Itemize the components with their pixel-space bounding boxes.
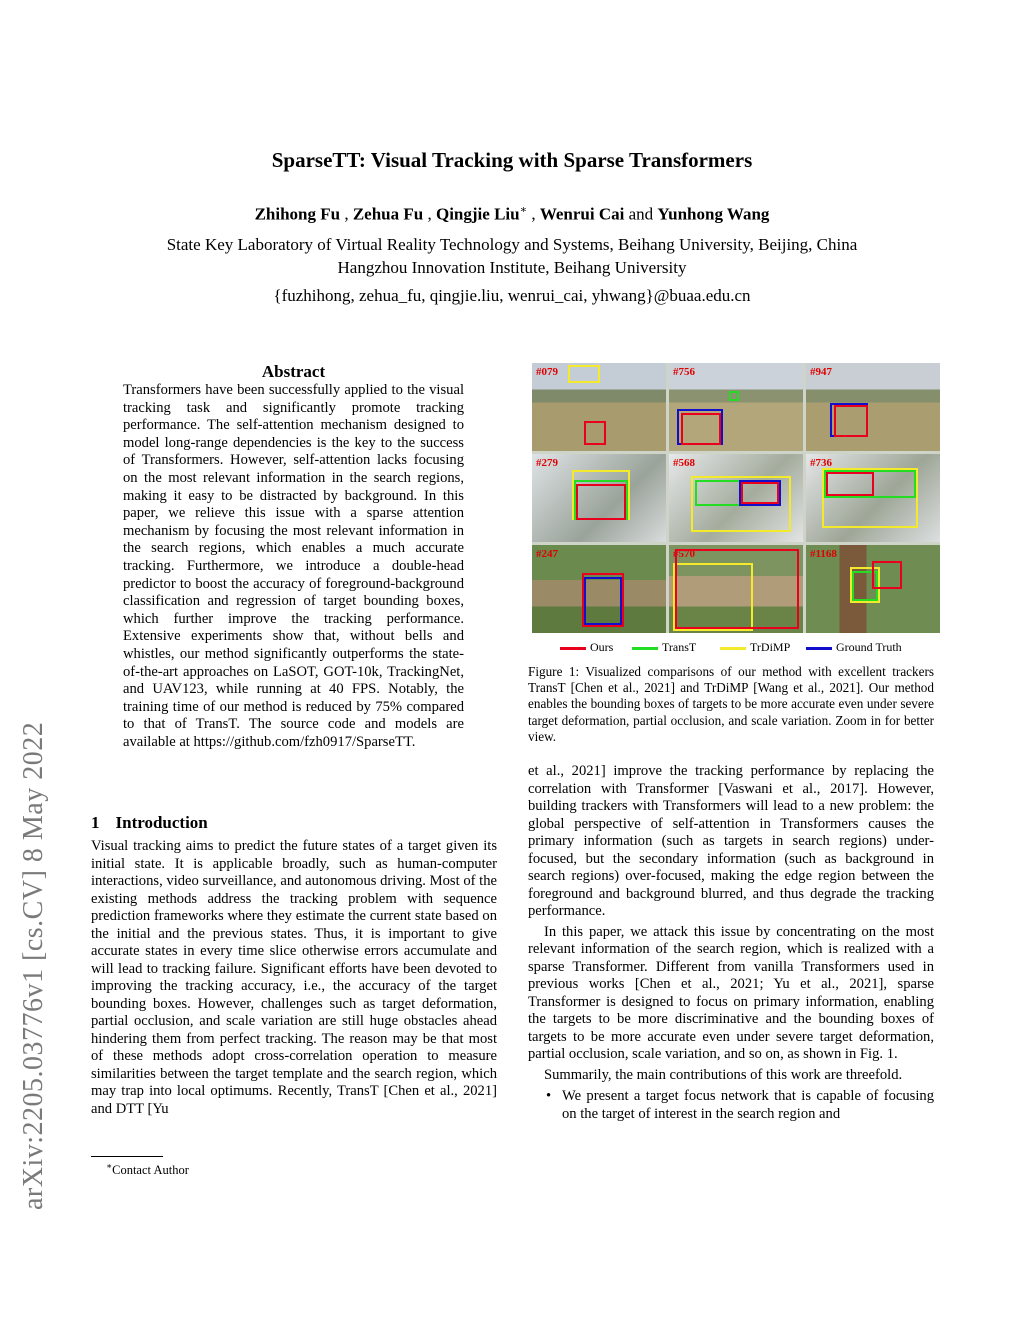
legend-item: Ground Truth <box>806 640 902 655</box>
body-paragraph: In this paper, we attack this issue by concentrating on the most relevant information of the search region, which is realized with a sparse Transformer. Different from vanilla Transformers used in previous works [Chen et al., 2021; Yu et al., 2021], sparse Transformer is designed to focus on primary information, enabling the targets to be more discriminative and the bounding boxes of targets to be more accurate even under severe target deformation, partial occlusion, scale variation, and so on, as shown in Fig. 1. <box>528 923 934 1062</box>
legend-swatch <box>560 647 586 650</box>
figure-cell <box>532 363 666 451</box>
footnote-text: Contact Author <box>112 1163 189 1178</box>
author-emails: {fuzhihong, zehua_fu, qingjie.liu, wenrui_cai, yhwang}@buaa.edu.cn <box>273 286 751 305</box>
author-name: Wenrui Cai <box>539 204 625 224</box>
author-name: Qingjie Liu <box>435 204 520 224</box>
legend-swatch <box>632 647 658 650</box>
legend-swatch <box>720 647 746 650</box>
introduction-paragraph: Visual tracking aims to predict the future states of a target given its initial state. It is applicable broadly, such as human-computer interactions, video surveillance, and autonomous driving. Most of the existing methods address the tracking problem with sequence prediction frameworks where they estimate the current state based on the initial and the previous states. Thus, it is important to give accurate states in every time slice otherwise errors accumulate and will lead to tracking failure. Significant efforts have been devoted to improving the tracking accuracy, i.e., the accuracy of the target bounding boxes. However, challenges such as target deformation, partial occlusion, and scale variation are still huge obstacles ahead hindering them from perfect tracking. The reason may be that most of these methods adopt cross-correlation operation to measure similarities between the target template and the search region, which may trap into local optimums. Recently, TransT [Chen et al., 2021] and DTT [Yu <box>91 838 497 1117</box>
abstract-heading: Abstract <box>261 362 326 381</box>
legend-item: TrDiMP <box>720 640 790 655</box>
frame-number: #568 <box>673 457 695 469</box>
author-name: Zhihong Fu <box>254 204 341 224</box>
contribution-bullet: • We present a target focus network that is capable of focusing on the target of interest in the search region and <box>546 1088 934 1122</box>
affiliation-1: State Key Laboratory of Virtual Reality Technology and Systems, Beihang University, Beijing, China <box>166 235 858 254</box>
frame-number: #947 <box>810 366 832 378</box>
figure-cell <box>806 363 940 451</box>
figure-cell <box>532 454 666 542</box>
contact-author-mark: ∗ <box>519 204 528 216</box>
figure-1-image-grid <box>532 363 940 633</box>
legend-item: TransT <box>632 640 696 655</box>
footnote <box>106 1161 189 1178</box>
affiliation-2: Hangzhou Innovation Institute, Beihang University <box>337 258 687 277</box>
arxiv-identifier: arXiv:2205.03776v1 [cs.CV] 8 May 2022 <box>18 721 49 1210</box>
section-heading-introduction <box>91 813 224 833</box>
abstract-body: Transformers have been successfully applied to the visual tracking task and significantly promote tracking performance. The self-attention mechanism designed to model long-range dependencies is the key to the success of Transformers. However, self-attention lacks focusing on the most relevant information in the search regions, making it easy to be distracted by background. In this paper, we relieve this issue with a sparse attention mechanism by focusing the most relevant information in the search regions, which enables a much accurate tracking. Furthermore, we introduce a double-head predictor to boost the accuracy of foreground-background classification and regression of target bounding boxes, which further improve the tracking performance. Extensive experiments show that, without bells and whistles, our method significantly outperforms the state-of-the-art approaches on LaSOT, GOT-10k, TrackingNet, and UAV123, while running at 40 FPS. Notably, the training time of our method is reduced by 75% compared to that of TransT. The source code and models are available at https://github.com/fzh0917/SparseTT. <box>123 382 464 750</box>
body-paragraph: et al., 2021] improve the tracking performance by replacing the correlation with Transformer [Vaswani et al., 2017]. However, building trackers with Transformers will lead to a new problem: the global perspective of self-attention in Transformers causes the primary information (such as targets in search regions) under-focused, but the secondary information (such as background in search regions) over-focused, making the edge region between the foreground and background blurred, and thus degrade the tracking performance. <box>528 763 934 919</box>
frame-number: #247 <box>536 548 558 560</box>
figure-cell <box>669 545 803 633</box>
paper-title: SparseTT: Visual Tracking with Sparse Transformers <box>271 148 753 172</box>
figure-cell <box>806 545 940 633</box>
bullet-icon: • <box>546 1088 552 1104</box>
figure-cell <box>532 545 666 633</box>
section-number: 1 <box>91 813 100 832</box>
frame-number: #570 <box>673 548 695 560</box>
legend-item: Ours <box>560 640 613 655</box>
body-paragraph: Summarily, the main contributions of this work are threefold. <box>544 1066 903 1083</box>
footnote-mark: ∗ <box>106 1161 113 1171</box>
frame-number: #756 <box>673 366 695 378</box>
author-name: Yunhong Wang <box>657 204 770 224</box>
frame-number: #079 <box>536 366 558 378</box>
footnote-rule <box>91 1156 163 1157</box>
right-column-text <box>528 763 934 1123</box>
frame-number: #736 <box>810 457 832 469</box>
figure-legend <box>560 640 920 656</box>
figure-cell <box>806 454 940 542</box>
author-list: Zhihong Fu , Zehua Fu , Qingjie Liu∗ , Wenrui Cai and Yunhong Wang <box>254 204 770 224</box>
section-title: Introduction <box>115 813 208 832</box>
frame-number: #279 <box>536 457 558 469</box>
figure-cell <box>669 363 803 451</box>
figure-cell <box>669 454 803 542</box>
legend-swatch <box>806 647 832 650</box>
frame-number: #1168 <box>810 548 837 560</box>
figure-1-caption: Figure 1: Visualized comparisons of our method with excellent trackers TransT [Chen et al., 2021] and TrDiMP [Wang et al., 2021]. Our method enables the bounding boxes of targets to be more accurate even under severe target deformation, partial occlusion, and scale variation. Zoom in for better view. <box>528 664 934 744</box>
author-name: Zehua Fu <box>352 204 424 224</box>
